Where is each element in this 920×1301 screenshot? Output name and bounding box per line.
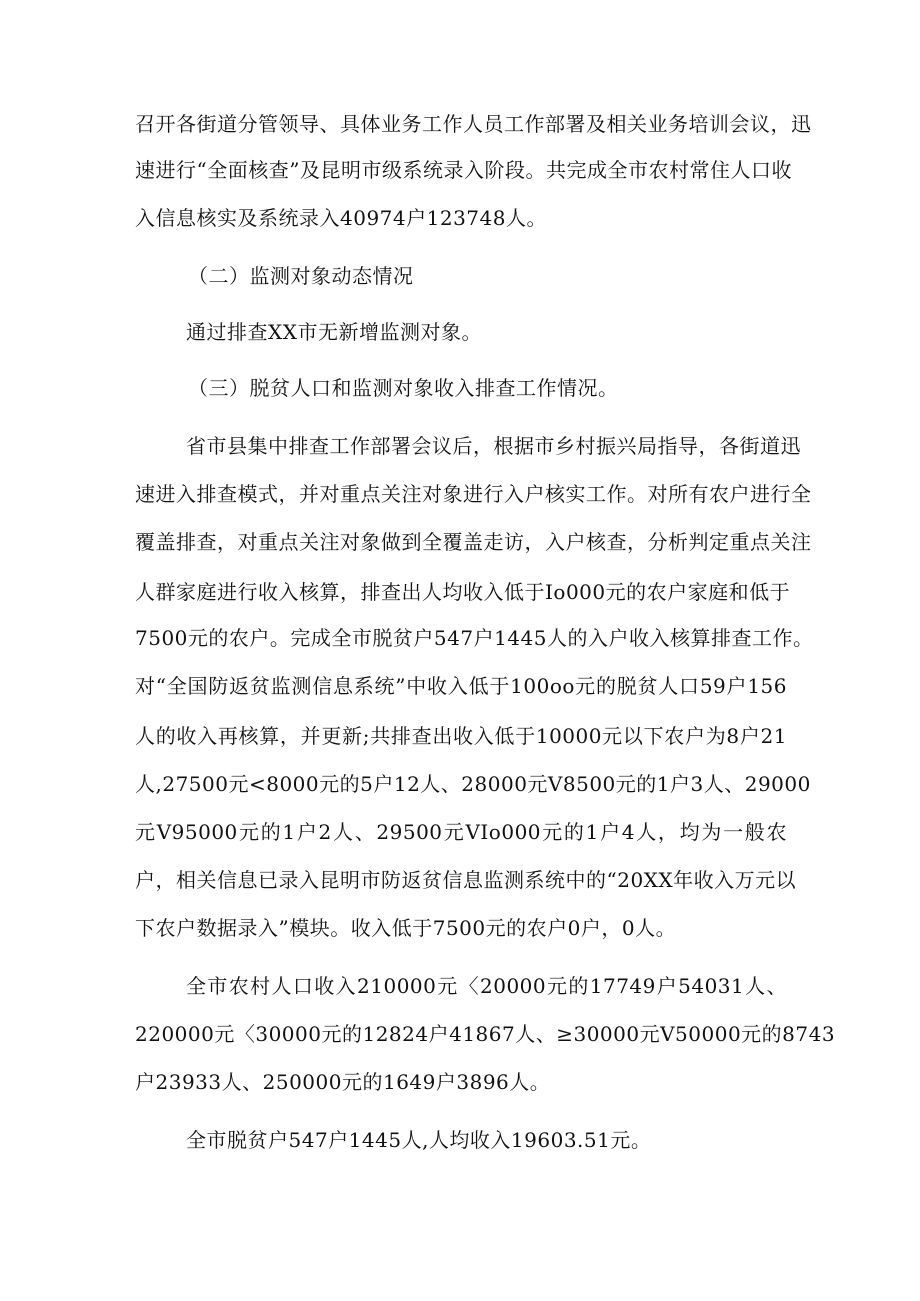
paragraph-line: 下农户数据录入”模块。收入低于7500元的农户0户，0人。 bbox=[135, 916, 677, 940]
paragraph-line: 户23933人、250000元的1649户3896人。 bbox=[135, 1070, 551, 1094]
paragraph-line: 召开各街道分管领导、具体业务工作人员工作部署及相关业务培训会议，迅 bbox=[135, 112, 812, 136]
paragraph-line: 入信息核实及系统录入40974户123748人。 bbox=[135, 206, 547, 230]
paragraph-line: 户，相关信息已录入昆明市防返贫信息监测系统中的“20XX年收入万元以 bbox=[135, 868, 797, 892]
paragraph-line: 覆盖排查，对重点关注对象做到全覆盖走访，入户核查，分析判定重点关注 bbox=[135, 530, 812, 554]
paragraph-line: 人,27500元<8000元的5户12人、28000元V8500元的1户3人、29000 bbox=[135, 772, 811, 796]
paragraph-line: 全市农村人口收入210000元〈20000元的17749户54031人、 bbox=[186, 974, 787, 998]
paragraph-line: 7500元的农户。完成全市脱贫户547户1445人的入户收入核算排查工作。 bbox=[135, 626, 814, 650]
paragraph-line: 人的收入再核算，并更新;共排查出收入低于10000元以下农户为8户21 bbox=[135, 724, 787, 748]
paragraph-line: 元V95000元的1户2人、29500元VIo000元的1户4人，均为一般农 bbox=[135, 820, 787, 844]
section-heading-3: （三）脱贫人口和监测对象收入排查工作情况。 bbox=[188, 376, 619, 400]
paragraph-line: 全市脱贫户547户1445人,人均收入19603.51元。 bbox=[186, 1128, 652, 1152]
paragraph-line: 省市县集中排查工作部署会议后，根据市乡村振兴局指导，各街道迅 bbox=[186, 434, 801, 458]
paragraph-line: 220000元〈30000元的12824户41867人、≥30000元V50000元的8743 bbox=[135, 1022, 836, 1046]
paragraph-line: 人群家庭进行收入核算，排查出人均收入低于Io000元的农户家庭和低于 bbox=[135, 580, 791, 604]
paragraph-line: 速进行“全面核查”及昆明市级系统录入阶段。共完成全市农村常住人口收 bbox=[135, 158, 792, 182]
section-heading-2: （二）监测对象动态情况 bbox=[188, 264, 414, 288]
paragraph-line: 对“全国防返贫监测信息系统”中收入低于100oo元的脱贫人口59户156 bbox=[135, 674, 787, 698]
paragraph-line: 速进入排查模式，并对重点关注对象进行入户核实工作。对所有农户进行全 bbox=[135, 482, 812, 506]
paragraph-line: 通过排查XX市无新增监测对象。 bbox=[186, 320, 482, 344]
